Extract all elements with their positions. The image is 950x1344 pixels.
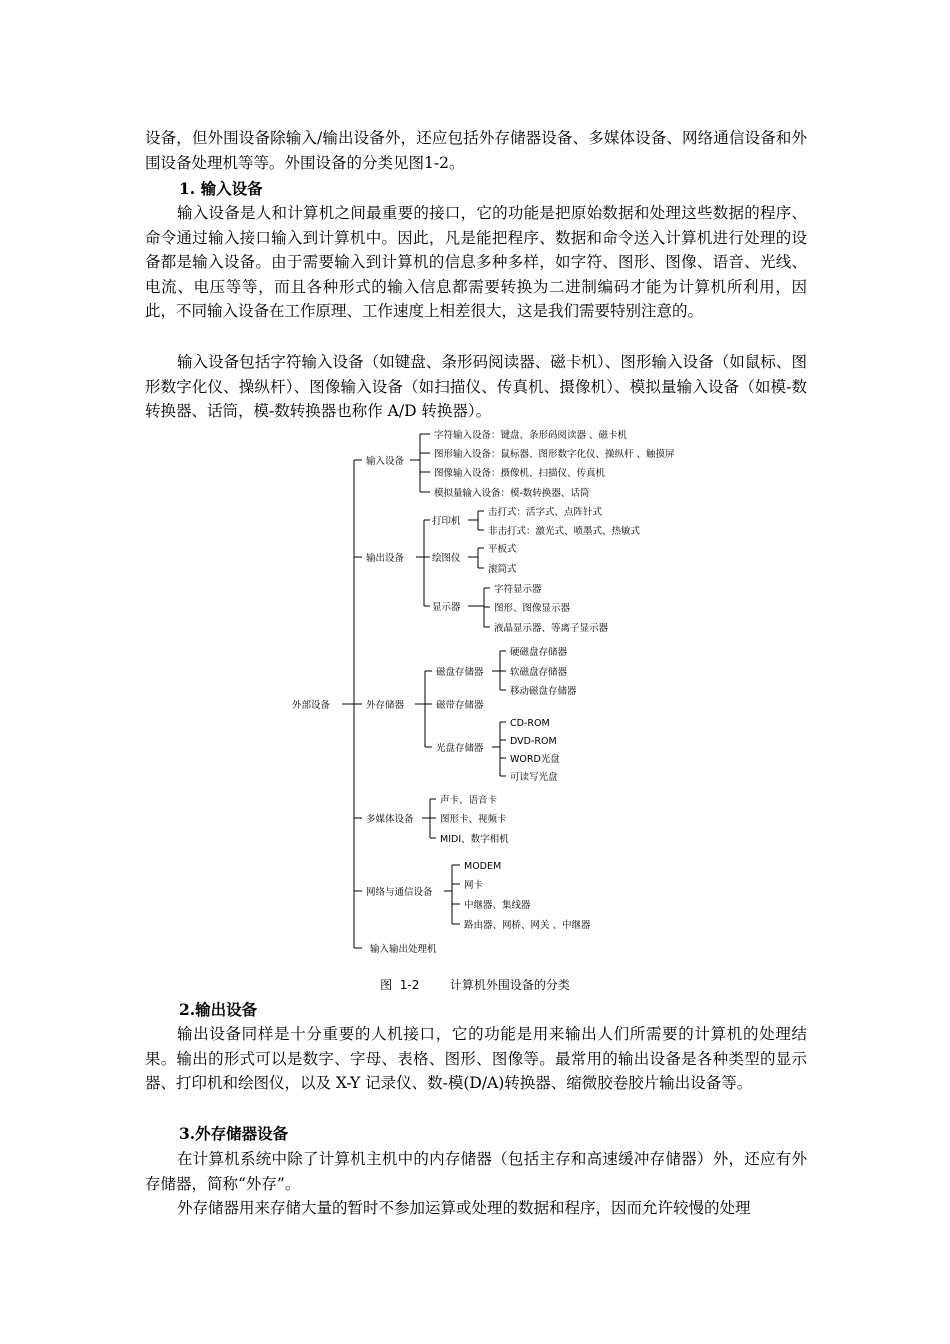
- optical-leaf-2: DVD-ROM: [510, 736, 557, 747]
- printer-leaf-2: 非击打式：激光式、喷墨式、热敏式: [488, 526, 641, 537]
- output-device-heading: 2.输出设备: [179, 1000, 258, 1019]
- input-leaf-3: 图像输入设备：摄像机、扫描仪、传真机: [434, 468, 606, 479]
- node-plotter: 绘图仪: [432, 553, 461, 564]
- node-input: 输入设备: [366, 456, 405, 467]
- node-disk: 磁盘存储器: [436, 667, 484, 678]
- node-storage: 外存储器: [366, 700, 405, 711]
- optical-leaf-1: CD-ROM: [510, 718, 550, 729]
- display-leaf-1: 字符显示器: [494, 584, 542, 595]
- display-leaf-2: 图形、图像显示器: [494, 603, 571, 614]
- disk-leaf-2: 软磁盘存储器: [510, 667, 568, 678]
- diagram-labels: [292, 429, 675, 955]
- input-device-heading: 1. 输入设备: [179, 179, 263, 198]
- node-optical: 光盘存储器: [436, 743, 484, 754]
- diagram-svg: [270, 420, 740, 1000]
- intro-paragraph: 设备，但外围设备除输入/输出设备外，还应包括外存储器设备、多媒体设备、网络通信设备和外围设备处理机等等。外围设备的分类见图1-2。: [145, 129, 807, 172]
- storage-paragraph-2: 外存储器用来存储大量的暂时不参加运算或处理的数据和程序，因而允许较慢的处理: [177, 1199, 751, 1217]
- node-printer: 打印机: [432, 516, 461, 527]
- optical-leaf-3: WORD光盘: [510, 754, 560, 765]
- input-leaf-1: 字符输入设备：键盘、条形码阅读器 、磁卡机: [434, 430, 628, 441]
- node-multimedia: 多媒体设备: [366, 814, 414, 825]
- network-leaf-3: 中继器、集线器: [464, 900, 531, 911]
- disk-leaf-3: 移动磁盘存储器: [510, 686, 577, 697]
- input-paragraph-1: 输入设备是人和计算机之间最重要的接口，它的功能是把原始数据和处理这些数据的程序、命令通过输入接口输入到计算机中。因此，凡是能把程序、数据和命令送入计算机进行处理的设备都是输入设备。由于需要输入到计算机的信息多种多样，如字符、图形、图像、语音、光线、电流、电压等等，而且各种形式的输入信息都需要转换为二进制编码才能为计算机所利用，因此，不同输入设备在工作原理、工作速度上相差很大，这是我们需要特别注意的。: [145, 204, 807, 320]
- display-leaf-3: 液晶显示器、等离子显示器: [494, 623, 609, 634]
- peripheral-classification-diagram: [270, 420, 740, 1000]
- plotter-leaf-2: 滚筒式: [488, 564, 517, 575]
- network-leaf-1: MODEM: [464, 861, 502, 872]
- multimedia-leaf-3: MIDI、数字相机: [440, 834, 509, 845]
- multimedia-leaf-1: 声卡、语音卡: [440, 795, 498, 806]
- optical-leaf-4: 可读写光盘: [510, 772, 558, 783]
- printer-leaf-1: 击打式：活字式、点阵针式: [488, 507, 603, 518]
- storage-paragraph-1: 在计算机系统中除了计算机主机中的内存储器（包括主存和高速缓冲存储器）外，还应有外存储器，简称“外存”。: [145, 1150, 807, 1193]
- network-leaf-2: 网卡: [464, 880, 484, 891]
- storage-device-heading: 3.外存储器设备: [179, 1124, 289, 1143]
- node-network: 网络与通信设备: [366, 887, 433, 898]
- figure-caption: 图 1-2 计算机外围设备的分类: [380, 978, 570, 992]
- node-io-processor: 输入输出处理机: [370, 944, 437, 955]
- input-paragraph-2: 输入设备包括字符输入设备（如键盘、条形码阅读器、磁卡机）、图形输入设备（如鼠标、图形数字化仪、操纵杆）、图像输入设备（如扫描仪、传真机、摄像机）、模拟量输入设备（如模-数转换器、话筒，模-数转换器也称作 A/D 转换器）。: [145, 353, 807, 420]
- multimedia-leaf-2: 图形卡、视频卡: [440, 814, 507, 825]
- input-leaf-4: 模拟量输入设备：模-数转换器、话筒: [434, 488, 590, 499]
- root-node: 外部设备: [292, 700, 331, 711]
- network-leaf-4: 路由器、网桥、网关 、中继器: [464, 920, 591, 931]
- plotter-leaf-1: 平板式: [488, 544, 517, 555]
- node-display: 显示器: [432, 602, 461, 613]
- output-paragraph-1: 输出设备同样是十分重要的人机接口，它的功能是用来输出人们所需要的计算机的处理结果。输出的形式可以是数字、字母、表格、图形、图像等。最常用的输出设备是各种类型的显示器、打印机和绘图仪，以及 X-Y 记录仪、数-模(D/A)转换器、缩微胶卷胶片输出设备等。: [145, 1025, 807, 1092]
- input-leaf-2: 图形输入设备：鼠标器、图形数字化仪、操纵杆 、触摸屏: [434, 449, 675, 460]
- node-output: 输出设备: [366, 553, 405, 564]
- disk-leaf-1: 硬磁盘存储器: [510, 647, 568, 658]
- node-tape: 磁带存储器: [436, 700, 484, 711]
